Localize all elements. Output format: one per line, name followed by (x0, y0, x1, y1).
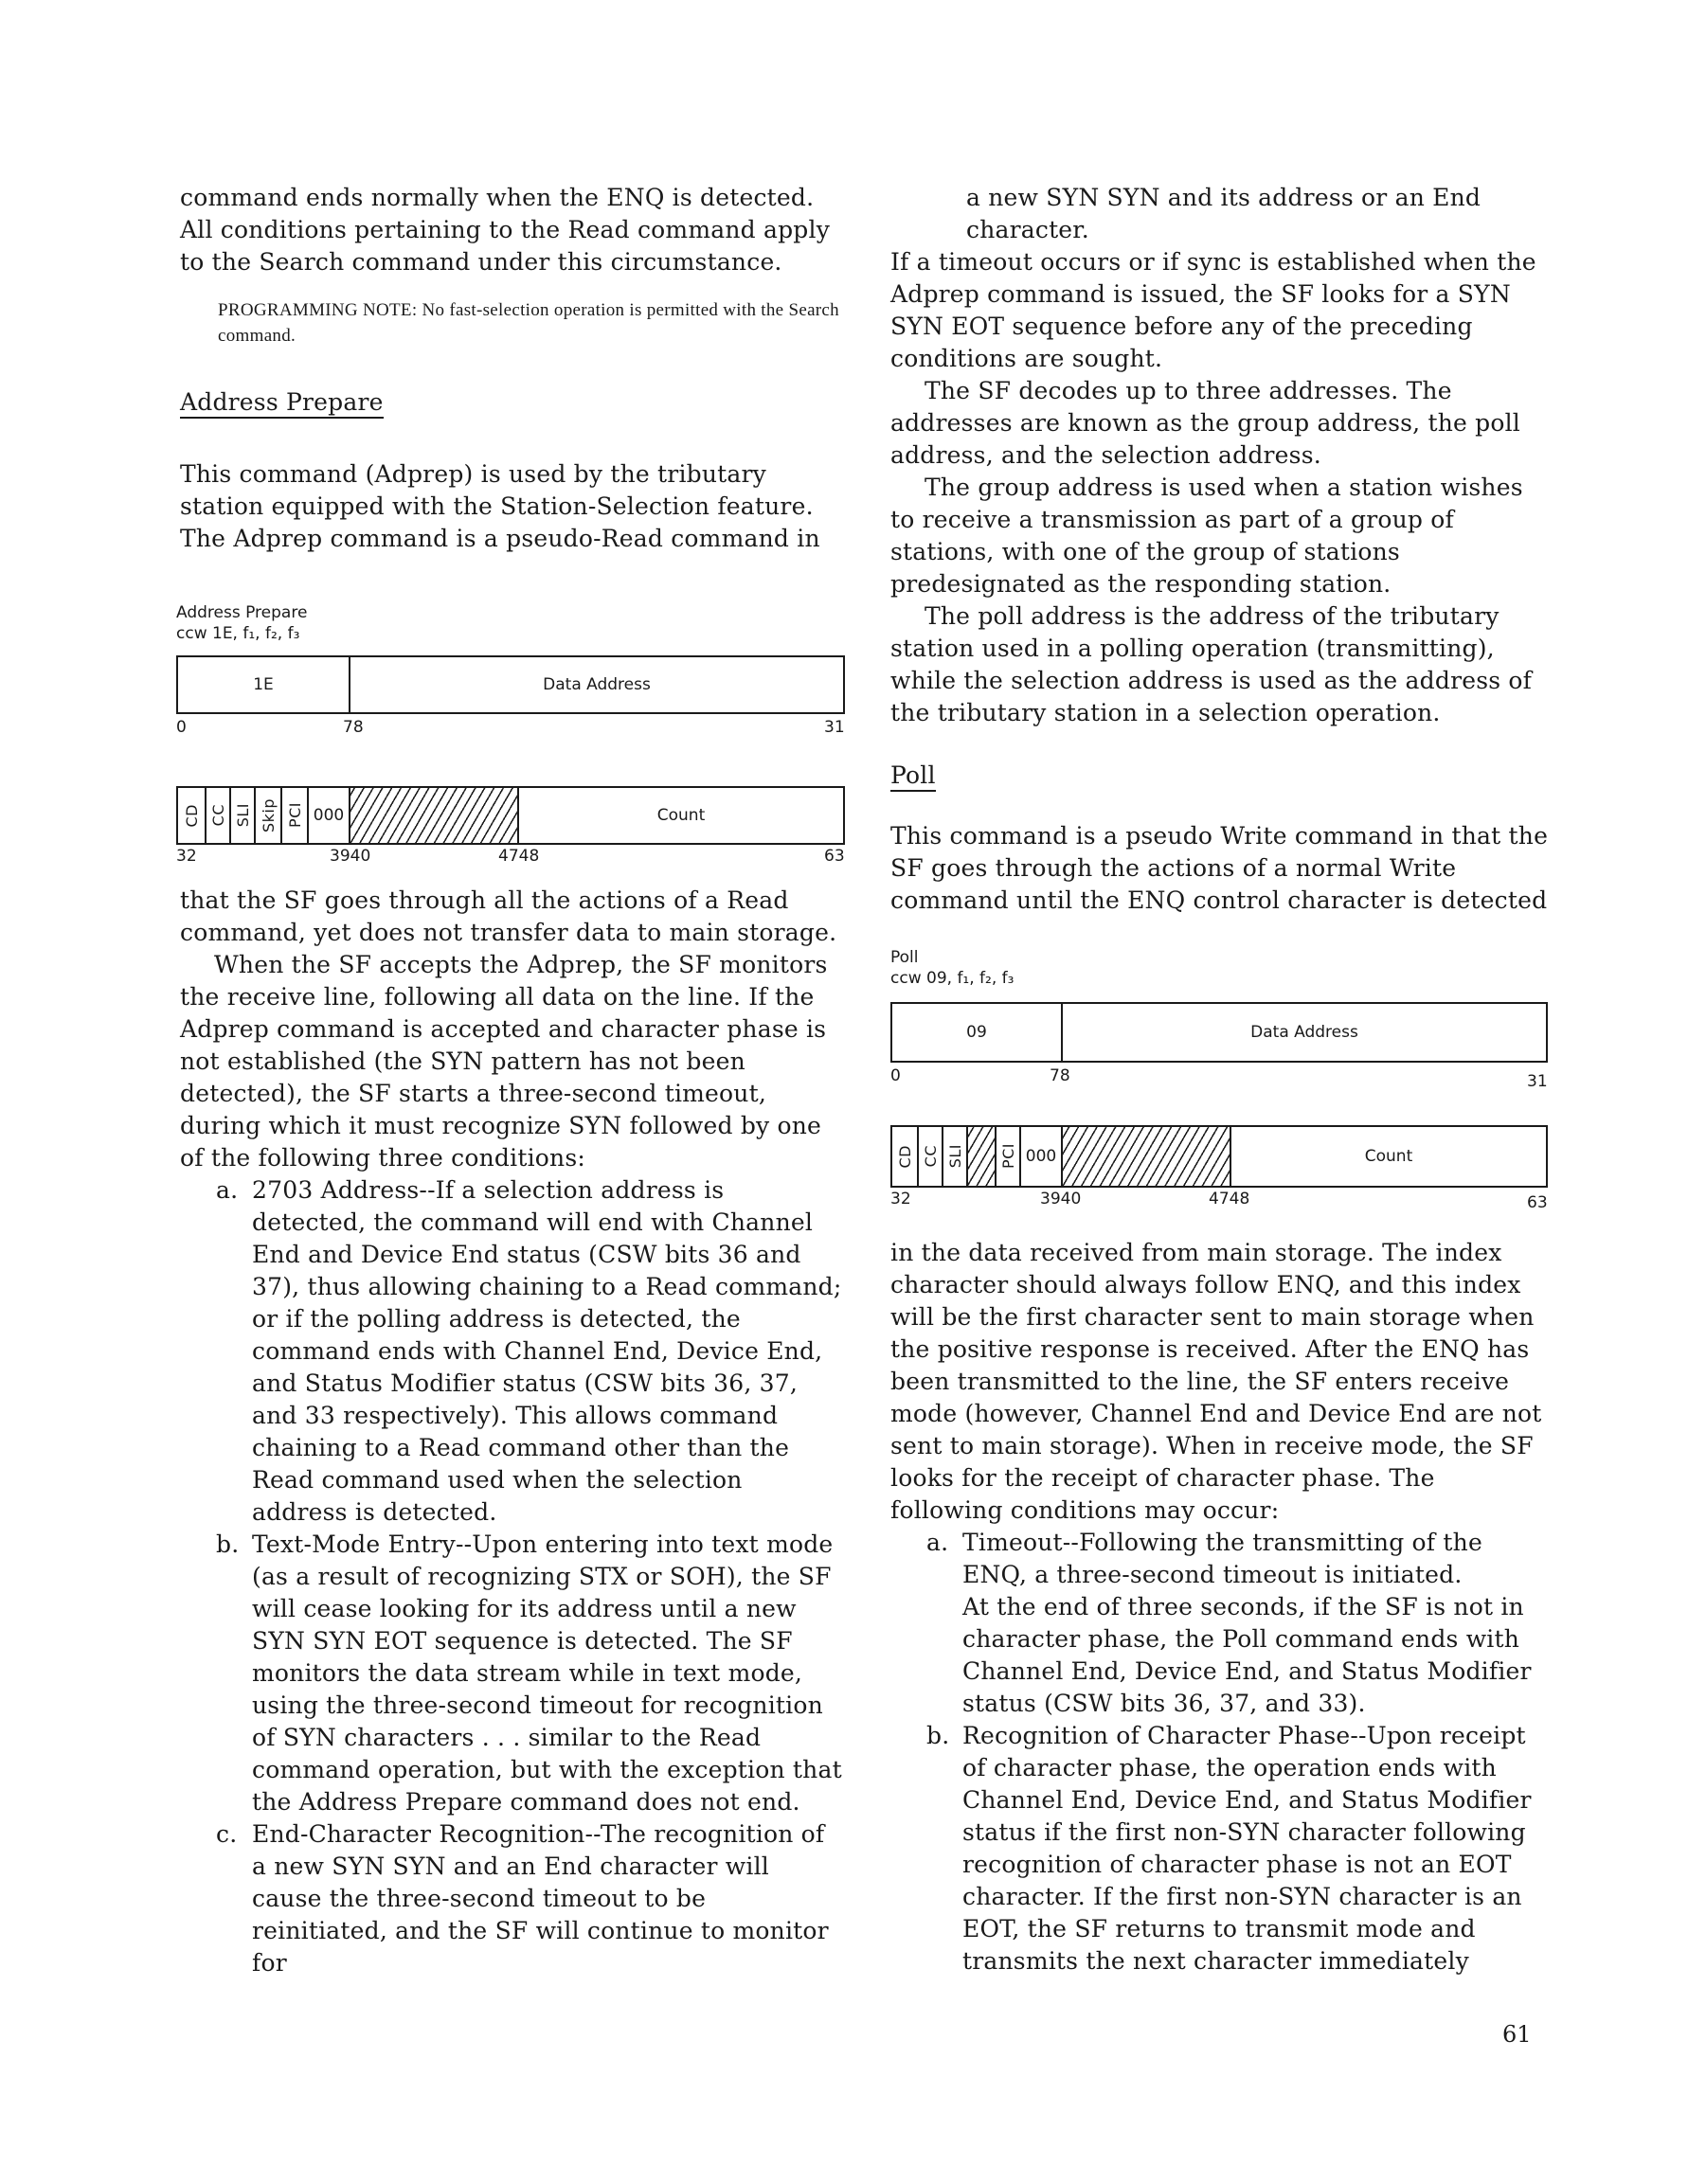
list-marker: a. (926, 1529, 949, 1556)
poll-ccw-diagram (890, 947, 1548, 1212)
ccw-word-2 (890, 1125, 1548, 1188)
poll-address-paragraph: The poll address is the address of the tributary station used in a polling operation (transmitting), while the selection address is used as the address of the tributary station in a selection operation. (890, 602, 1533, 726)
reserved-hatched-field (1063, 1127, 1231, 1186)
timeout-paragraph: If a timeout occurs or if sync is established when the Adprep command is issued, the SF looks for a SYN SYN EOT sequence before any of the preceding conditions are sought. (890, 248, 1536, 372)
flag-cd (178, 788, 207, 843)
flag-label: PCI (998, 1143, 1017, 1170)
right-column (890, 182, 1553, 917)
adprep-ccw-diagram (176, 602, 845, 866)
flag-cd (892, 1127, 919, 1186)
poll-continuation: in the data received from main storage. The index character should always follow ENQ, and this index will be the first character sent to main storage when the positive response is received. After the ENQ has been transmitted to the line, the SF enters receive mode (however, Channel End and Device End are not sent to main storage). When in receive mode, the SF looks for the receipt of character phase. The following conditions may occur: (890, 1239, 1542, 1524)
flag-label: PCI (285, 802, 304, 829)
condition-item (180, 1818, 843, 1979)
tick-31: 31 (1527, 1072, 1548, 1091)
data-address-field (1063, 1004, 1546, 1061)
flag-cc (919, 1127, 943, 1186)
list-marker: c. (216, 1820, 238, 1848)
diagram-ccw: ccw 1E, f₁, f₂, f₃ (176, 624, 300, 643)
condition-text: Recognition of Character Phase--Upon receipt of character phase, the operation ends with Channel End, Device End, and Status Modifier status if the first non-SYN character following recognition of character phase is not an EOT character. If the first non-SYN character is an EOT, the SF returns to transmit mode and transmits the next character immediately (962, 1722, 1532, 1975)
left-column (180, 182, 843, 555)
reserved-hatched-field (350, 788, 519, 843)
condition-item (180, 1529, 843, 1818)
list-marker: b. (926, 1722, 950, 1749)
poll-conditions-list (890, 1527, 1553, 1978)
count-label: Count (1364, 1147, 1413, 1166)
zeros-label: 000 (1025, 1147, 1057, 1166)
condition-text: Timeout--Following the transmitting of the ENQ, a three-second timeout is initiated. (962, 1529, 1482, 1588)
tick-32: 32 (890, 1190, 911, 1208)
flag-pci (282, 788, 309, 843)
opcode-field (892, 1004, 1063, 1061)
section-heading-poll: Poll (890, 761, 936, 792)
condition-item (890, 1527, 1553, 1720)
ccw-word-1 (176, 655, 845, 714)
flag-skip (256, 788, 282, 843)
zero-bits-field (309, 788, 350, 843)
poll-intro: This command is a pseudo Write command in that the SF goes through the actions of a normal Write command until the ENQ control character is detected (890, 822, 1549, 914)
condition-text: Text-Mode Entry--Upon entering into text mode (as a result of recognizing STX or SOH), the SF will cease looking for its address until a new SYN SYN EOT sequence is detected. The SF monitors the data stream while in text mode, using the three-second timeout for recognition of SYN characters . . . similar to the Read command operation, but with the exception that the Address Prepare command does not end. (252, 1531, 842, 1816)
zeros-label: 000 (313, 806, 345, 825)
flag-cc (207, 788, 231, 843)
section-heading-address-prepare: Address Prepare (180, 388, 384, 419)
tick-4748: 4748 (1209, 1190, 1250, 1208)
opcode-value: 1E (253, 675, 274, 694)
condition-text: 2703 Address--If a selection address is detected, the command will end with Channel End and Device End status (CSW bits 36 and 37), thus allowing chaining to a Read command; or if the polling address is detected, the command ends with Channel End, Device End, and Status Modifier status (CSW bits 36, 37, and 33 respectively). This allows command chaining to a Read command other than the Read command used when the selection address is detected. (252, 1176, 842, 1526)
condition-text: End-Character Recognition--The recognition of a new SYN SYN and an End character will cause the three-second timeout to be reinitiated, and the SF will continue to monitor for (252, 1820, 829, 1977)
diagram-ccw: ccw 09, f₁, f₂, f₃ (890, 969, 1015, 988)
tick-31: 31 (824, 718, 845, 737)
adprep-continuation: that the SF goes through all the actions of a Read command, yet does not transfer data to main storage. (180, 886, 837, 946)
list-marker: a. (216, 1176, 239, 1204)
note-text: No fast-selection operation is permitted with the Search command. (218, 300, 839, 346)
tick-4748: 4748 (498, 847, 540, 866)
ccw-word-2 (176, 786, 845, 845)
tick-3940: 3940 (330, 847, 371, 866)
diagram-title: Poll (890, 948, 919, 967)
flag-sli (943, 1127, 968, 1186)
skip-hatched-field (968, 1127, 997, 1186)
adprep-intro: This command (Adprep) is used by the tributary station equipped with the Station-Selection feature. The Adprep command is a pseudo-Read command in (180, 460, 820, 552)
left-column-lower (180, 885, 843, 1979)
adprep-monitor-paragraph: When the SF accepts the Adprep, the SF monitors the receive line, following all data on the line. If the Adprep command is accepted and character phase is not established (the SYN pattern has not been detected), the SF starts a three-second timeout, during which it must recognize SYN followed by one of the following three conditions: (180, 951, 828, 1172)
adprep-conditions-list (180, 1174, 843, 1979)
condition-text: At the end of three seconds, if the SF is not in character phase, the Poll command ends with Channel End, Device End, and Status Modifier status (CSW bits 36, 37, and 33). (962, 1593, 1532, 1717)
tick-63: 63 (824, 847, 845, 866)
zero-bits-field (1021, 1127, 1063, 1186)
condition-item (180, 1174, 843, 1529)
tick-78: 78 (343, 718, 364, 737)
data-address-label: Data Address (543, 675, 651, 694)
tick-3940: 3940 (1040, 1190, 1082, 1208)
tick-32: 32 (176, 847, 197, 866)
tick-0: 0 (176, 718, 187, 737)
count-label: Count (656, 806, 706, 825)
data-address-label: Data Address (1250, 1023, 1358, 1042)
flag-sli (231, 788, 256, 843)
intro-paragraph: command ends normally when the ENQ is detected. All conditions pertaining to the Read command apply to the Search command under this circumstance. (180, 184, 831, 276)
flag-label: Skip (259, 797, 278, 833)
condition-item (890, 1720, 1553, 1978)
data-address-field (350, 657, 843, 712)
right-column-lower (890, 1237, 1553, 1978)
diagram-title: Address Prepare (176, 603, 308, 622)
ccw-word-1 (890, 1002, 1548, 1063)
tick-63: 63 (1527, 1193, 1548, 1212)
tick-0: 0 (890, 1066, 901, 1085)
opcode-value: 09 (966, 1023, 987, 1042)
flag-pci (997, 1127, 1021, 1186)
decodes-paragraph: The SF decodes up to three addresses. The addresses are known as the group address, the poll address, and the selection address. (890, 377, 1521, 469)
page-number: 61 (1502, 2021, 1532, 2048)
count-field (1231, 1127, 1546, 1186)
flag-label: SLI (945, 1144, 964, 1169)
opcode-field (178, 657, 350, 712)
flag-label: CC (208, 804, 227, 827)
count-field (519, 788, 843, 843)
flag-label: CD (895, 1144, 914, 1169)
list-marker: b. (216, 1531, 240, 1558)
programming-note (218, 297, 843, 349)
group-address-paragraph: The group address is used when a station wishes to receive a transmission as part of a group of stations, with one of the group of stations predesignated as the responding station. (890, 474, 1523, 598)
flag-label: SLI (233, 803, 252, 828)
flag-label: CD (182, 803, 201, 828)
note-label: PROGRAMMING NOTE: (218, 300, 418, 320)
flag-label: CC (921, 1145, 940, 1168)
continuation-text: a new SYN SYN and its address or an End character. (966, 184, 1481, 243)
tick-78: 78 (1050, 1066, 1070, 1085)
